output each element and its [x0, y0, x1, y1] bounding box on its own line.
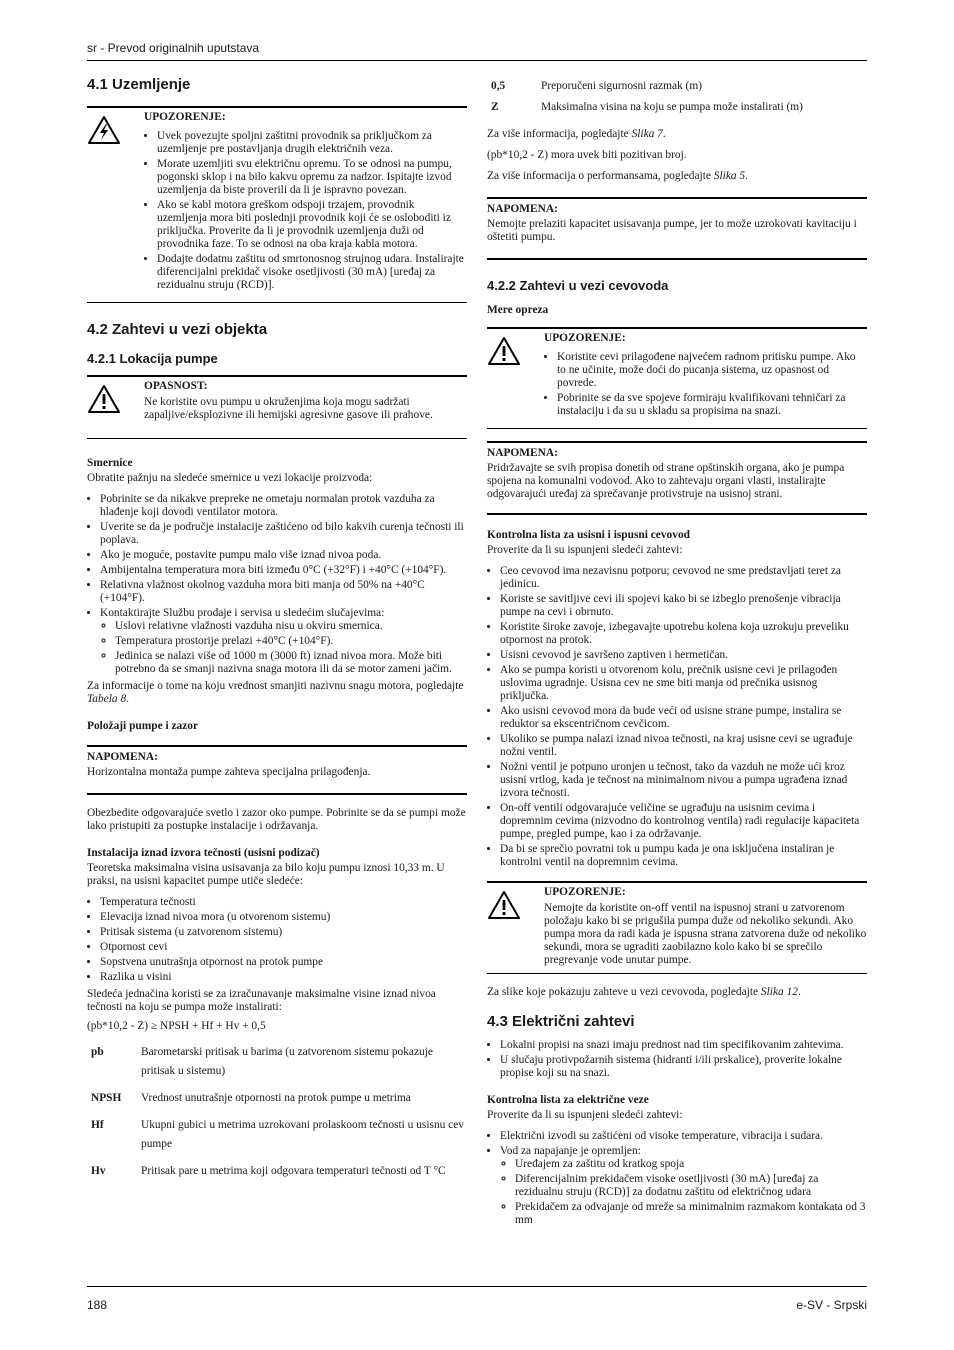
list-item: • Elevacija iznad nivoa mora (u otvorenom sistemu)	[100, 911, 467, 924]
symbol-key: Hv	[91, 1165, 106, 1177]
table-row	[487, 80, 803, 101]
list-item-text: Kontaktirajte Službu prodaje i servisa u sledećim slučajevima:	[100, 607, 385, 619]
left-column: 4.1 Uzemljenje UPOZORENJE: • Uvek povezujte spoljni zaštitni provodnik sa priključkom za uzemljenje pre postavljanja drugih električnih veza. • Morate uzemljiti svu električnu opremu. To se odnosi na pumpu, pogonski sklop i na bilo kakvu opremu za nadzor. Ispitajte izvod uzemljenja da biste proverili da li je ispravno povezan. • Ako se kabl motora greškom odspoji trzajem, provodnik uzemljenja mora biti poslednji provodnik koji će se osloboditi iz priključka. Proverite da li je provodnik uzemljenja duži od provodnika faze. To se odnosi na oba kraja kabla motora. • Dodajte dodatnu zaštitu od smrtonosnog strujnog udara. Instalirajte diferencijalni prekidač visoke osetljivosti (30 mA) [uređaj za rezidualnu struju (RCD)]. 4.2 Zahtevi u vezi objekta 4.2.1 Lokacija pumpe OPASNOST: Ne koristite ovu pumpu u okruženjima koja mogu sadržati zapaljive/eksplozivne ili hemijski agresivne gasove ili prahove. Smernice Obratite pažnju na sledeće smernice u vezi lokacije proizvoda: • Pobrinite se da nikakve prepreke ne ometaju normalan protok vazduha za hlađenje koji dovodi ventilator motora. • Uverite se da je područje instalacije zaštićeno od bilo kakvih curenja tečnosti ili poplava. • Ako je moguće, postavite pumpu malo više iznad nivoa poda. • Ambijentalna temperatura mora biti između 0°C (+32°F) i +40°C (+104°F). • Relativna vlažnost okolnog vazduha mora biti manja od 50% na +40°C (+104°F). • Kontaktirajte Službu prodaje i servisa u sledećim slučajevima: ◦ Uslovi relativne vlažnosti vazduha nisu u okviru smernica. ◦ Temperatura prostorije prelazi +40°C (+104°F). ◦ Jedinica se nalazi više od 1000 m (3000 ft) iznad nivoa mora. Može biti potrebno da se smanji nazivna snaga motora ili da se motor zameni jačim. Za informacije o tome na koju vrednost smanjiti nazivnu snagu motora, pogledajte Tabela 8. Položaji pumpe i zazor NAPOMENA: Horizontalna montaža pumpe zahteva specijalna prilagođenja. Obezbedite odgovarajuće svetlo i zazor oko pumpe. Pobrinite se da se pumpi može lako pristupiti za postupke instalacije i održavanja. Instalacija iznad izvora tečnosti (usisni podizač) Teoretska maksimalna visina usisavanja za bilo koju pumpu iznosi 10,33 m. U praksi, na usisni kapacitet pumpe utiče sledeće: • Temperatura tečnosti • Elevacija iznad nivoa mora (u otvorenom sistemu) • Pritisak sistema (u zatvorenom sistemu) • Otpornost cevi • Sopstvena unutrašnja otpornost na protok pumpe • Razlika u visini Sledeća jednačina koristi se za izračunavanje maksimalne visine iznad nivoa tečnosti na koju se pumpa može instalirati: (pb*10,2 - Z) ≥ NPSH + Hf + Hv + 0,5 pb Barometarski pritisak u barima (u zatvorenom sistemu pokazuje pritisak u sistemu) NPSH Vrednost unutrašnje otpornosti na protok pumpe u metrima Hf Ukupni gubici u metrima uzrokovani prolaskoom tečnosti u usisnu cev pumpe Hv Pritisak pare u metrima koji odgovara temperaturi tečnosti od T °C	[87, 72, 467, 1193]
list-item	[500, 1145, 867, 1227]
list-item: • Ukoliko se pumpa nalazi iznad nivoa tečnosti, na kraj usisne cevi se ugrađuje nožni ventil.	[500, 733, 867, 759]
header-rule	[87, 60, 867, 61]
grounding-warning	[87, 106, 467, 303]
list-item: • Pobrinite se da sve spojeve formiraju kvalifikovani tehničari za instalaciju i da su u skladu sa propisima na snazi.	[557, 392, 867, 418]
list-item: • Ako se pumpa koristi u otvorenom kolu, prečnik usisne cevi je prilagođen uslovima ugradnje. Usisna cev ne sme biti manja od prečnika usisnog priključka.	[500, 664, 867, 703]
smernice-intro: Obratite pažnju na sledeće smernice u vezi lokacije proizvoda:	[87, 472, 373, 484]
list-item: • On-off ventili odgovarajuće veličine se ugrađuju na usisnim cevima i dopremnim cevima (nizvodno do kontrolnog ventila) radi regulacije kapaciteta pumpe, pregled pumpe, kao i za održavanje.	[500, 802, 867, 841]
list-item: • Otpornost cevi	[100, 941, 467, 954]
mere-title: Mere opreza	[487, 304, 549, 316]
figure-ref-link[interactable]: Slika 7	[631, 128, 663, 140]
danger-text: Ne koristite ovu pumpu u okruženjima koja mogu sadržati zapaljive/eksplozivne ili hemijski agresivne gasove ili prahove.	[144, 396, 433, 421]
symbol-desc: Preporučeni sigurnosni razmak (m)	[541, 80, 703, 92]
positive-text: (pb*10,2 - Z) mora uvek biti pozitivan broj.	[487, 149, 687, 161]
list-item: • Razlika u visini	[100, 971, 467, 984]
warning-triangle-icon	[487, 886, 544, 967]
note-text: Pridržavajte se svih propisa donetih od strane opštinskih organa, ako je pumpa spojena na komunalni vodovod. Ako to zahtevaju organi vlasti, instalirajte odgovarajući uređaj za sprečavanje protivstruje na usisnoj strani.	[487, 462, 845, 500]
derate-ref-link[interactable]: Tabela 8	[87, 693, 127, 705]
symbol-table	[87, 1041, 467, 1187]
page-header: sr - Prevod originalnih uputstava	[87, 41, 260, 55]
polozaji-title: Položaji pumpe i zazor	[87, 720, 199, 732]
symbol-desc: Vrednost unutrašnje otpornosti na protok pumpe u metrima	[141, 1092, 411, 1104]
note-title: NAPOMENA:	[487, 203, 558, 215]
list-item: ◦ Uslovi relativne vlažnosti vazduha nisu u okviru smernica.	[115, 620, 467, 633]
list-item: • Sopstvena unutrašnja otpornost na protok pumpe	[100, 956, 467, 969]
list-item: ◦ Jedinica se nalazi više od 1000 m (3000 ft) iznad nivoa mora. Može biti potrebno da se smanji nazivna snaga motora ili da se motor zameni jačim.	[115, 650, 467, 676]
list-item: • Električni izvodi su zaštićeni od visoke temperature, vibracija i sudara.	[500, 1130, 867, 1143]
installation-text: Teoretska maksimalna visina usisavanja za bilo koju pumpu iznosi 10,33 m. U praksi, na usisni kapacitet pumpe utiče sledeće:	[87, 862, 445, 887]
list-item: • Koristite široke zavoje, izbegavajte upotrebu kolena koja uzrokuju preveliku otpornost na protok.	[500, 621, 867, 647]
symbol-desc: Ukupni gubici u metrima uzrokovani prolaskoom tečnosti u usisnu cev pumpe	[141, 1119, 464, 1150]
figure-ref-link[interactable]: Slika 5	[713, 170, 746, 182]
equation-formula: (pb*10,2 - Z) ≥ NPSH + Hf + Hv + 0,5	[87, 1020, 266, 1032]
symbol-table-cont	[487, 80, 803, 122]
checklist-intro: Proverite da li su ispunjeni sledeći zahtevi:	[487, 1109, 683, 1121]
footer-rule	[87, 1286, 867, 1287]
warning-triangle-icon	[487, 332, 544, 422]
note-title: NAPOMENA:	[87, 751, 158, 763]
piping-warning	[487, 327, 867, 429]
list-item: • Koristite cevi prilagođene najvećem radnom pritisku pumpe. Ako to ne učinite, može doći do pucanja sistema, uz opasnost od povrede.	[557, 351, 867, 390]
symbol-key: NPSH	[91, 1092, 122, 1104]
checklist-piping-title: Kontrolna lista za usisni i ispusni cevovod	[487, 529, 690, 541]
list-item	[100, 607, 467, 676]
page-number: 188	[87, 1298, 108, 1312]
list-item: ◦ Temperatura prostorije prelazi +40°C (+104°F).	[115, 635, 467, 648]
footer-doc-title: e-SV - Srpski	[796, 1298, 867, 1312]
list-item: ◦ Uređajem za zaštitu od kratkog spoja	[515, 1158, 867, 1171]
table-row	[87, 1160, 467, 1187]
danger-title: OPASNOST:	[144, 380, 208, 392]
list-item: • Relativna vlažnost okolnog vazduha mora biti manja od 50% na +40°C (+104°F).	[100, 579, 467, 605]
note-text: Horizontalna montaža pumpe zahteva specijalna prilagođenja.	[87, 766, 371, 778]
list-item: • Ceo cevovod ima nezavisnu potporu; cevovod ne sme predstavljati teret za jedinicu.	[500, 565, 867, 591]
info-text: Za više informacija, pogledajte	[487, 128, 629, 140]
symbol-desc: Maksimalna visina na koju se pumpa može instalirati (m)	[541, 101, 803, 113]
list-item: • Usisni cevovod je savršeno zaptiven i hermetičan.	[500, 649, 867, 662]
installation-title: Instalacija iznad izvora tečnosti (usisni podizač)	[87, 847, 320, 859]
list-item: • Lokalni propisi na snazi imaju prednost nad tim specifikovanim zahtevima.	[500, 1039, 867, 1052]
symbol-desc: Pritisak pare u metrima koji odgovara temperaturi tečnosti od T °C	[141, 1165, 446, 1177]
list-item: ◦ Diferencijalnim prekidačem visoke osetljivosti (30 mA) [uređaj za rezidualnu struju (RCD)] za dodatnu zaštitu od električnog udara	[515, 1173, 867, 1199]
smernice-title: Smernice	[87, 457, 133, 469]
list-item: • Uverite se da je područje instalacije zaštićeno od bilo kakvih curenja tečnosti ili poplava.	[100, 521, 467, 547]
warning-title: UPOZORENJE:	[544, 886, 626, 898]
note-horizontal	[87, 745, 467, 795]
note-regulations	[487, 441, 867, 515]
table-row	[87, 1041, 467, 1087]
checklist-electrical-title: Kontrolna lista za električne veze	[487, 1094, 649, 1106]
section-4-1-title: 4.1 Uzemljenje	[87, 76, 191, 93]
note-text: Nemojte prelaziti kapacitet usisavanja pumpe, jer to može uzrokovati kavitaciju i oštetiti pumpu.	[487, 218, 857, 243]
section-4-2-title: 4.2 Zahtevi u vezi objekta	[87, 321, 268, 338]
zazor-text: Obezbedite odgovarajuće svetlo i zazor oko pumpe. Pobrinite se da se pumpi može lako pristupiti za postupke instalacije i održavanja.	[87, 807, 466, 832]
list-item: • Koriste se savitljive cevi ili spojevi kako bi se izbeglo prenošenje vibracija pumpe na cevi i obrnuto.	[500, 593, 867, 619]
symbol-key: pb	[91, 1046, 104, 1058]
note-cavitation	[487, 197, 867, 260]
symbol-key: 0,5	[491, 80, 506, 92]
list-item: • Ako se kabl motora greškom odspoji trzajem, provodnik uzemljenja mora biti poslednji provodnik koji će se osloboditi iz priključka. Proverite da li je provodnik uzemljenja duži od provodnika faze. To se odnosi na oba kraja kabla motora.	[157, 199, 467, 251]
symbol-key: Z	[491, 101, 499, 113]
warning-title: UPOZORENJE:	[544, 332, 626, 344]
list-item: • Ambijentalna temperatura mora biti između 0°C (+32°F) i +40°C (+104°F).	[100, 564, 467, 577]
table-row	[87, 1087, 467, 1114]
table-row	[487, 101, 803, 122]
electric-warning-icon	[87, 111, 144, 296]
equation-intro: Sledeća jednačina koristi se za izračunavanje maksimalne visine iznad nivoa tečnosti na koju se pumpa može instalirati:	[87, 988, 436, 1013]
list-item: • U slučaju protivpožarnih sistema (hidranti i/ili prskalice), proverite lokalne propise koji su na snazi.	[500, 1054, 867, 1080]
list-item: • Pritisak sistema (u zatvorenom sistemu)	[100, 926, 467, 939]
checklist-intro: Proverite da li su ispunjeni sledeći zahtevi:	[487, 544, 683, 556]
figs-text: Za slike koje pokazuju zahteve u vezi cevovoda, pogledajte	[487, 986, 759, 998]
list-item: • Pobrinite se da nikakve prepreke ne ometaju normalan protok vazduha za hlađenje koji dovodi ventilator motora.	[100, 493, 467, 519]
symbol-key: Hf	[91, 1119, 104, 1131]
section-4-2-2-title: 4.2.2 Zahtevi u vezi cevovoda	[487, 278, 669, 293]
list-item: • Dodajte dodatnu zaštitu od smrtonosnog strujnog udara. Instalirajte diferencijalni prekidač visoke osetljivosti (30 mA) [uređaj za rezidualnu struju (RCD)].	[157, 253, 467, 292]
warning-text: Nemojte da koristite on-off ventil na ispusnoj strani u zatvorenom položaju kako bi se prigušila pumpa duže od nekoliko sekundi. Ako pumpa mora da radi kada je ispusna strana zatvorena duže od nekoliko sekundi, mora se ugraditi zaobilazno kolo kako bi se sprečilo pregrevanje vode unutar pumpe.	[544, 902, 867, 966]
list-item: • Temperatura tečnosti	[100, 896, 467, 909]
list-item: • Ako je moguće, postavite pumpu malo više iznad nivoa poda.	[100, 549, 467, 562]
right-column: 0,5 Preporučeni sigurnosni razmak (m) Z Maksimalna visina na koju se pumpa može instalirati (m) Za više informacija, pogledajte Slika 7. (pb*10,2 - Z) mora uvek biti pozitivan broj. Za više informacija o performansama, pogledajte Slika 5. NAPOMENA: Nemojte prelaziti kapacitet usisavanja pumpe, jer to može uzrokovati kavitaciju i oštetiti pumpu. 4.2.2 Zahtevi u vezi cevovoda Mere opreza UPOZORENJE: • Koristite cevi prilagođene najvećem radnom pritisku pumpe. Ako to ne učinite, može doći do pucanja sistema, uz opasnost od povrede. • Pobrinite se da sve spojeve formiraju kvalifikovani tehničari za instalaciju i da su u skladu sa propisima na snazi. NAPOMENA: Pridržavajte se svih propisa donetih od strane opštinskih organa, ako je pumpa spojena na komunalni vodovod. Ako to zahtevaju organi vlasti, instalirajte odgovarajući uređaj za sprečavanje protivstruje na usisnoj strani. Kontrolna lista za usisni i ispusni cevovod Proverite da li su ispunjeni sledeći zahtevi: • Ceo cevovod ima nezavisnu potporu; cevovod ne sme predstavljati teret za jedinicu. • Koriste se savitljive cevi ili spojevi kako bi se izbeglo prenošenje vibracija pumpe na cevi i obrnuto. • Koristite široke zavoje, izbegavajte upotrebu kolena koja uzrokuju preveliku otpornost na protok. • Usisni cevovod je savršeno zaptiven i hermetičan. • Ako se pumpa koristi u otvorenom kolu, prečnik usisne cevi je prilagođen uslovima ugradnje. Usisna cev ne sme biti manja od prečnika usisnog priključka. • Ako usisni cevovod mora da bude veći od usisne strane pumpe, instalira se reduktor sa ekscentričnom cevčicom. • Ukoliko se pumpa nalazi iznad nivoa tečnosti, na kraj usisne cevi se ugrađuje nožni ventil. • Nožni ventil je potpuno uronjen u tečnost, tako da vazduh ne može ući kroz usisni vrtlog, kada je tečnost na minimalnom nivou a pumpa ugrađena iznad izvora tečnosti. • On-off ventili odgovarajuće veličine se ugrađuju na usisnim cevima i dopremnim cevima (nizvodno do kontrolnog ventila) radi regulacije kapaciteta pumpe, pregled pumpe, kao i za održavanje. • Da bi se sprečio povratni tok u pumpu kada je ona isključena instaliran je kontrolni ventil na dopremnim cevima. UPOZORENJE: Nemojte da koristite on-off ventil na ispusnoj strani u zatvorenom položaju kako bi se prigušila pumpa duže od nekoliko sekundi. Ako pumpa mora da radi kada je ispusna strana zatvorena duže od nekoliko sekundi, mora se ugraditi zaobilazno kolo kako bi se sprečilo pregrevanje vode unutar pumpe. Za slike koje pokazuju zahteve u vezi cevovoda, pogledajte Slika 12. 4.3 Električni zahtevi • Lokalni propisi na snazi imaju prednost nad tim specifikovanim zahtevima. • U slučaju protivpožarnih sistema (hidranti i/ili prskalice), proverite lokalne propise koji su na snazi. Kontrolna lista za električne veze Proverite da li su ispunjeni sledeći zahtevi: • Električni izvodi su zaštićeni od visoke temperature, vibracija i sudara. • Vod za napajanje je opremljen: ◦ Uređajem za zaštitu od kratkog spoja ◦ Diferencijalnim prekidačem visoke osetljivosti (30 mA) [uređaj za rezidualnu struju (RCD)] za dodatnu zaštitu od električnog udara ◦ Prekidačem za odvajanje od mreže sa minimalnim razmakom kontakata od 3 mm	[487, 80, 867, 1231]
list-item-text: Vod za napajanje je opremljen:	[500, 1145, 641, 1157]
table-row	[87, 1114, 467, 1160]
list-item: ◦ Prekidačem za odvajanje od mreže sa minimalnim razmakom kontakata od 3 mm	[515, 1201, 867, 1227]
warning-triangle-icon	[87, 380, 144, 422]
danger-box	[87, 375, 467, 439]
list-item: • Ako usisni cevovod mora da bude veći od usisne strane pumpe, instalira se reduktor sa ekscentričnom cevčicom.	[500, 705, 867, 731]
list-item: • Da bi se sprečio povratni tok u pumpu kada je ona isključena instaliran je kontrolni ventil na dopremnim cevima.	[500, 843, 867, 869]
onoff-warning	[487, 881, 867, 974]
info-text: Za više informacija o performansama, pogledajte	[487, 170, 711, 182]
section-4-3-title: 4.3 Električni zahtevi	[487, 1013, 635, 1030]
derate-text: Za informacije o tome na koju vrednost smanjiti nazivnu snagu motora, pogledajte	[87, 680, 464, 692]
section-4-2-1-title: 4.2.1 Lokacija pumpe	[87, 351, 218, 366]
figure-ref-link[interactable]: Slika 12	[760, 986, 798, 998]
list-item: • Morate uzemljiti svu električnu opremu. To se odnosi na pumpu, pogonski sklop i na bilo kakvu opremu za nadzor. Ispitajte izvod uzemljenja da biste proverili da li je ispravno povezan.	[157, 158, 467, 197]
warning-title: UPOZORENJE:	[144, 111, 226, 123]
list-item: • Nožni ventil je potpuno uronjen u tečnost, tako da vazduh ne može ući kroz usisni vrtlog, kada je tečnost na minimalnom nivou a pumpa ugrađena iznad izvora tečnosti.	[500, 761, 867, 800]
note-title: NAPOMENA:	[487, 447, 558, 459]
list-item: • Uvek povezujte spoljni zaštitni provodnik sa priključkom za uzemljenje pre postavljanja drugih električnih veza.	[157, 130, 467, 156]
symbol-desc: Barometarski pritisak u barima (u zatvorenom sistemu pokazuje pritisak u sistemu)	[141, 1046, 433, 1077]
